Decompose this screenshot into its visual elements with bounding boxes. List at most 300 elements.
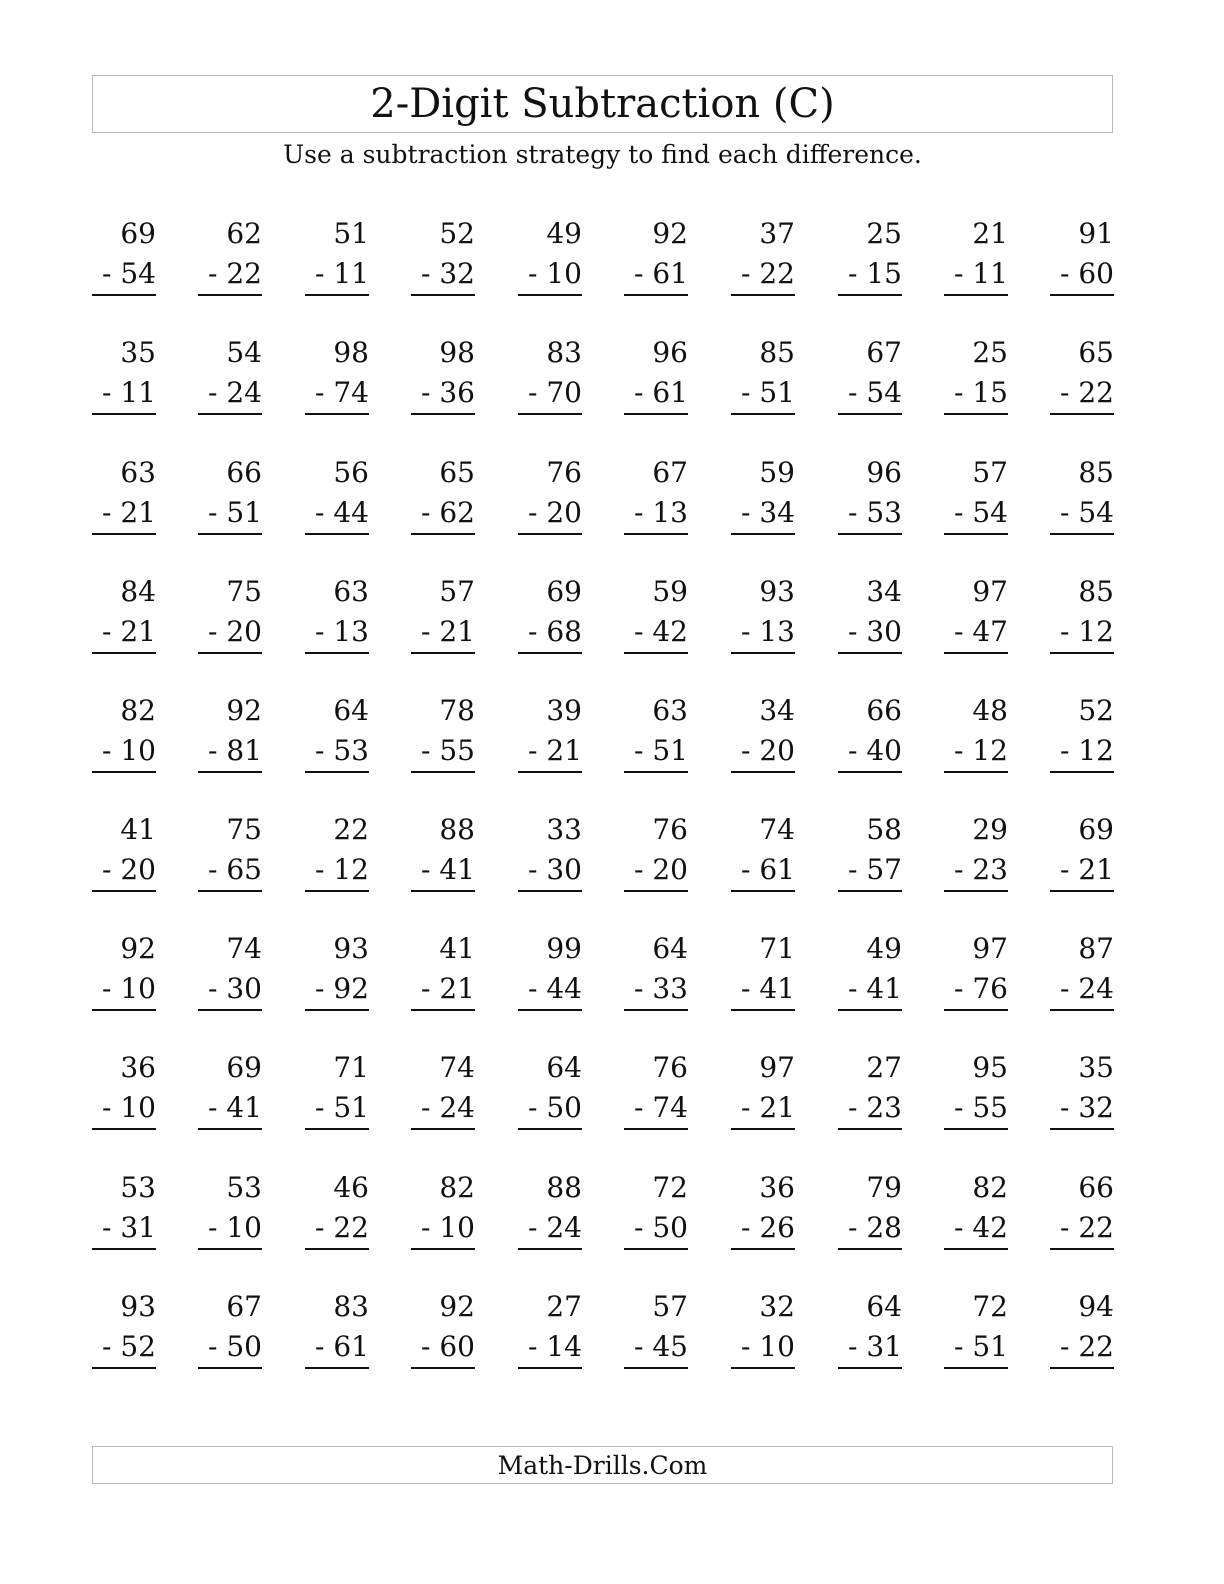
subtrahend: - 30 [528, 853, 582, 886]
subtrahend: - 62 [421, 496, 475, 529]
minuend: 74 [439, 1051, 475, 1084]
answer-line [411, 1128, 475, 1130]
subtrahend: - 21 [528, 734, 582, 767]
subtraction-problem [198, 813, 262, 896]
subtrahend: - 23 [954, 853, 1008, 886]
answer-line [1050, 294, 1114, 296]
minuend: 65 [439, 456, 475, 489]
answer-line [518, 294, 582, 296]
subtrahend: - 10 [102, 734, 156, 767]
subtrahend: - 92 [315, 972, 369, 1005]
answer-line [731, 771, 795, 773]
answer-line [198, 413, 262, 415]
subtrahend: - 32 [421, 257, 475, 290]
subtraction-problem [1050, 456, 1114, 539]
minuend: 97 [972, 575, 1008, 608]
minuend: 74 [759, 813, 795, 846]
answer-line [305, 1128, 369, 1130]
minuend: 62 [226, 217, 262, 250]
subtraction-problem [92, 694, 156, 777]
answer-line [838, 1128, 902, 1130]
subtraction-problem [305, 813, 369, 896]
subtrahend: - 24 [208, 376, 262, 409]
subtrahend: - 53 [848, 496, 902, 529]
answer-line [305, 771, 369, 773]
answer-line [838, 1248, 902, 1250]
minuend: 63 [333, 575, 369, 608]
minuend: 49 [546, 217, 582, 250]
minuend: 57 [972, 456, 1008, 489]
subtraction-problem [411, 1051, 475, 1134]
subtrahend: - 21 [102, 615, 156, 648]
subtraction-problem [198, 932, 262, 1015]
subtrahend: - 30 [848, 615, 902, 648]
minuend: 95 [972, 1051, 1008, 1084]
answer-line [411, 1367, 475, 1369]
answer-line [944, 771, 1008, 773]
subtraction-problem [305, 694, 369, 777]
subtrahend: - 22 [315, 1211, 369, 1244]
minuend: 72 [652, 1171, 688, 1204]
answer-line [944, 413, 1008, 415]
minuend: 87 [1078, 932, 1114, 965]
subtraction-problem [731, 1051, 795, 1134]
minuend: 92 [439, 1290, 475, 1323]
subtrahend: - 11 [954, 257, 1008, 290]
answer-line [624, 771, 688, 773]
subtraction-problem [838, 813, 902, 896]
answer-line [305, 533, 369, 535]
subtrahend: - 22 [741, 257, 795, 290]
minuend: 41 [120, 813, 156, 846]
answer-line [92, 1367, 156, 1369]
subtraction-problem [518, 813, 582, 896]
subtraction-problem [198, 1171, 262, 1254]
subtraction-problem [92, 217, 156, 300]
subtraction-problem [1050, 813, 1114, 896]
subtrahend: - 55 [421, 734, 475, 767]
answer-line [92, 1128, 156, 1130]
subtrahend: - 34 [741, 496, 795, 529]
subtrahend: - 14 [528, 1330, 582, 1363]
minuend: 36 [759, 1171, 795, 1204]
minuend: 21 [972, 217, 1008, 250]
subtraction-problem [411, 456, 475, 539]
subtraction-problem [731, 456, 795, 539]
subtraction-problem [92, 575, 156, 658]
subtrahend: - 61 [634, 376, 688, 409]
subtrahend: - 22 [1060, 1211, 1114, 1244]
minuend: 57 [439, 575, 475, 608]
subtraction-problem [518, 336, 582, 419]
answer-line [731, 890, 795, 892]
subtrahend: - 50 [634, 1211, 688, 1244]
answer-line [305, 890, 369, 892]
minuend: 83 [333, 1290, 369, 1323]
minuend: 64 [546, 1051, 582, 1084]
answer-line [411, 533, 475, 535]
answer-line [838, 294, 902, 296]
minuend: 53 [226, 1171, 262, 1204]
subtraction-problem [624, 1171, 688, 1254]
subtrahend: - 21 [421, 972, 475, 1005]
answer-line [944, 1009, 1008, 1011]
minuend: 27 [866, 1051, 902, 1084]
subtrahend: - 50 [528, 1091, 582, 1124]
subtrahend: - 28 [848, 1211, 902, 1244]
subtrahend: - 10 [208, 1211, 262, 1244]
subtrahend: - 57 [848, 853, 902, 886]
answer-line [944, 1128, 1008, 1130]
subtrahend: - 10 [528, 257, 582, 290]
subtraction-problem [518, 694, 582, 777]
subtrahend: - 51 [741, 376, 795, 409]
subtraction-problem [305, 456, 369, 539]
minuend: 93 [759, 575, 795, 608]
subtraction-problem [305, 932, 369, 1015]
subtrahend: - 36 [421, 376, 475, 409]
minuend: 69 [226, 1051, 262, 1084]
minuend: 34 [866, 575, 902, 608]
subtrahend: - 41 [848, 972, 902, 1005]
answer-line [305, 1248, 369, 1250]
answer-line [1050, 1009, 1114, 1011]
minuend: 76 [546, 456, 582, 489]
subtraction-problem [305, 1171, 369, 1254]
subtrahend: - 51 [634, 734, 688, 767]
answer-line [624, 1128, 688, 1130]
answer-line [518, 771, 582, 773]
subtraction-problem [838, 694, 902, 777]
subtrahend: - 20 [741, 734, 795, 767]
answer-line [838, 890, 902, 892]
subtraction-problem [624, 932, 688, 1015]
subtrahend: - 20 [634, 853, 688, 886]
subtrahend: - 10 [102, 1091, 156, 1124]
subtrahend: - 22 [208, 257, 262, 290]
answer-line [198, 533, 262, 535]
minuend: 36 [120, 1051, 156, 1084]
answer-line [198, 652, 262, 654]
subtraction-problem [624, 813, 688, 896]
subtrahend: - 54 [954, 496, 1008, 529]
subtrahend: - 13 [741, 615, 795, 648]
subtraction-problem [731, 932, 795, 1015]
answer-line [1050, 413, 1114, 415]
minuend: 98 [333, 336, 369, 369]
answer-line [1050, 652, 1114, 654]
footer-box [92, 1446, 1113, 1484]
subtrahend: - 42 [954, 1211, 1008, 1244]
subtrahend: - 10 [102, 972, 156, 1005]
minuend: 49 [866, 932, 902, 965]
minuend: 71 [333, 1051, 369, 1084]
answer-line [92, 652, 156, 654]
subtrahend: - 21 [1060, 853, 1114, 886]
answer-line [838, 533, 902, 535]
answer-line [731, 533, 795, 535]
answer-line [1050, 533, 1114, 535]
subtraction-problem [1050, 694, 1114, 777]
minuend: 35 [120, 336, 156, 369]
minuend: 92 [226, 694, 262, 727]
subtrahend: - 12 [315, 853, 369, 886]
subtraction-problem [411, 813, 475, 896]
answer-line [944, 1367, 1008, 1369]
minuend: 33 [546, 813, 582, 846]
answer-line [92, 771, 156, 773]
subtraction-problem [1050, 336, 1114, 419]
minuend: 97 [759, 1051, 795, 1084]
minuend: 85 [1078, 456, 1114, 489]
answer-line [518, 1128, 582, 1130]
answer-line [1050, 771, 1114, 773]
minuend: 54 [226, 336, 262, 369]
minuend: 74 [226, 932, 262, 965]
minuend: 52 [1078, 694, 1114, 727]
subtraction-problem [944, 932, 1008, 1015]
answer-line [731, 1128, 795, 1130]
instructions: Use a subtraction strategy to find each difference. [283, 140, 922, 169]
subtraction-problem [944, 456, 1008, 539]
answer-line [518, 533, 582, 535]
minuend: 76 [652, 813, 688, 846]
minuend: 72 [972, 1290, 1008, 1323]
subtraction-problem [624, 1051, 688, 1134]
subtraction-problem [1050, 932, 1114, 1015]
minuend: 57 [652, 1290, 688, 1323]
answer-line [411, 294, 475, 296]
answer-line [731, 1248, 795, 1250]
minuend: 78 [439, 694, 475, 727]
subtraction-problem [1050, 217, 1114, 300]
subtraction-problem [838, 336, 902, 419]
subtraction-problem [305, 1290, 369, 1373]
subtrahend: - 32 [1060, 1091, 1114, 1124]
answer-line [838, 413, 902, 415]
subtrahend: - 53 [315, 734, 369, 767]
subtrahend: - 24 [528, 1211, 582, 1244]
answer-line [198, 294, 262, 296]
subtraction-problem [518, 217, 582, 300]
subtrahend: - 21 [741, 1091, 795, 1124]
minuend: 63 [652, 694, 688, 727]
subtrahend: - 68 [528, 615, 582, 648]
subtraction-problem [624, 336, 688, 419]
answer-line [624, 1367, 688, 1369]
minuend: 67 [866, 336, 902, 369]
minuend: 75 [226, 575, 262, 608]
subtrahend: - 81 [208, 734, 262, 767]
subtraction-problem [92, 456, 156, 539]
answer-line [624, 652, 688, 654]
subtrahend: - 51 [208, 496, 262, 529]
minuend: 82 [439, 1171, 475, 1204]
minuend: 65 [1078, 336, 1114, 369]
minuend: 92 [652, 217, 688, 250]
answer-line [305, 1367, 369, 1369]
minuend: 51 [333, 217, 369, 250]
answer-line [1050, 1128, 1114, 1130]
subtraction-problem [944, 336, 1008, 419]
answer-line [518, 890, 582, 892]
subtraction-problem [198, 1290, 262, 1373]
minuend: 53 [120, 1171, 156, 1204]
subtraction-problem [198, 1051, 262, 1134]
minuend: 96 [652, 336, 688, 369]
answer-line [411, 1009, 475, 1011]
minuend: 66 [866, 694, 902, 727]
subtraction-problem [731, 336, 795, 419]
subtrahend: - 11 [102, 376, 156, 409]
subtraction-problem [411, 1290, 475, 1373]
answer-line [518, 1248, 582, 1250]
minuend: 84 [120, 575, 156, 608]
answer-line [518, 1367, 582, 1369]
answer-line [944, 890, 1008, 892]
answer-line [198, 890, 262, 892]
subtrahend: - 13 [315, 615, 369, 648]
answer-line [198, 771, 262, 773]
subtrahend: - 44 [315, 496, 369, 529]
subtraction-problem [411, 575, 475, 658]
subtrahend: - 15 [954, 376, 1008, 409]
answer-line [944, 1248, 1008, 1250]
subtrahend: - 10 [421, 1211, 475, 1244]
minuend: 67 [652, 456, 688, 489]
answer-line [624, 1248, 688, 1250]
subtrahend: - 12 [1060, 734, 1114, 767]
subtraction-problem [944, 1171, 1008, 1254]
minuend: 63 [120, 456, 156, 489]
subtraction-problem [944, 1290, 1008, 1373]
subtraction-problem [411, 1171, 475, 1254]
subtrahend: - 60 [1060, 257, 1114, 290]
subtraction-problem [838, 575, 902, 658]
answer-line [838, 652, 902, 654]
minuend: 66 [1078, 1171, 1114, 1204]
answer-line [411, 1248, 475, 1250]
subtraction-problem [92, 932, 156, 1015]
subtrahend: - 26 [741, 1211, 795, 1244]
subtraction-problem [944, 1051, 1008, 1134]
footer-text: Math-Drills.Com [497, 1450, 708, 1480]
minuend: 32 [759, 1290, 795, 1323]
subtrahend: - 20 [102, 853, 156, 886]
subtrahend: - 54 [102, 257, 156, 290]
subtraction-problem [838, 456, 902, 539]
minuend: 99 [546, 932, 582, 965]
page-title: 2-Digit Subtraction (C) [370, 81, 835, 127]
subtraction-problem [198, 336, 262, 419]
subtrahend: - 55 [954, 1091, 1008, 1124]
subtraction-problem [624, 694, 688, 777]
answer-line [92, 294, 156, 296]
minuend: 82 [972, 1171, 1008, 1204]
minuend: 64 [333, 694, 369, 727]
subtraction-problem [305, 336, 369, 419]
subtraction-problem [624, 217, 688, 300]
subtraction-problem [1050, 1290, 1114, 1373]
minuend: 92 [120, 932, 156, 965]
subtrahend: - 42 [634, 615, 688, 648]
subtraction-problem [731, 694, 795, 777]
minuend: 69 [1078, 813, 1114, 846]
subtrahend: - 61 [741, 853, 795, 886]
subtraction-problem [838, 932, 902, 1015]
subtraction-problem [305, 1051, 369, 1134]
minuend: 75 [226, 813, 262, 846]
minuend: 93 [333, 932, 369, 965]
subtrahend: - 60 [421, 1330, 475, 1363]
subtraction-problem [92, 336, 156, 419]
answer-line [518, 652, 582, 654]
answer-line [411, 771, 475, 773]
minuend: 52 [439, 217, 475, 250]
subtrahend: - 51 [954, 1330, 1008, 1363]
minuend: 88 [546, 1171, 582, 1204]
answer-line [411, 652, 475, 654]
subtrahend: - 20 [208, 615, 262, 648]
answer-line [1050, 1248, 1114, 1250]
answer-line [305, 413, 369, 415]
minuend: 94 [1078, 1290, 1114, 1323]
answer-line [1050, 1367, 1114, 1369]
answer-line [944, 294, 1008, 296]
minuend: 93 [120, 1290, 156, 1323]
subtraction-problem [198, 575, 262, 658]
answer-line [838, 1009, 902, 1011]
minuend: 59 [759, 456, 795, 489]
subtrahend: - 11 [315, 257, 369, 290]
subtrahend: - 20 [528, 496, 582, 529]
subtraction-problem [731, 1290, 795, 1373]
subtraction-problem [411, 932, 475, 1015]
minuend: 69 [546, 575, 582, 608]
subtraction-problem [731, 1171, 795, 1254]
minuend: 98 [439, 336, 475, 369]
subtrahend: - 12 [1060, 615, 1114, 648]
subtraction-problem [198, 217, 262, 300]
answer-line [305, 1009, 369, 1011]
subtraction-problem [411, 694, 475, 777]
subtraction-problem [198, 694, 262, 777]
subtraction-problem [518, 1171, 582, 1254]
subtrahend: - 12 [954, 734, 1008, 767]
subtraction-problem [838, 217, 902, 300]
minuend: 79 [866, 1171, 902, 1204]
minuend: 35 [1078, 1051, 1114, 1084]
answer-line [198, 1248, 262, 1250]
minuend: 59 [652, 575, 688, 608]
minuend: 67 [226, 1290, 262, 1323]
answer-line [1050, 890, 1114, 892]
subtraction-problem [518, 1051, 582, 1134]
answer-line [198, 1009, 262, 1011]
subtrahend: - 52 [102, 1330, 156, 1363]
subtrahend: - 61 [634, 257, 688, 290]
subtrahend: - 41 [208, 1091, 262, 1124]
minuend: 48 [972, 694, 1008, 727]
minuend: 46 [333, 1171, 369, 1204]
subtraction-problem [731, 575, 795, 658]
minuend: 22 [333, 813, 369, 846]
minuend: 85 [759, 336, 795, 369]
subtrahend: - 31 [102, 1211, 156, 1244]
answer-line [944, 652, 1008, 654]
subtraction-problem [198, 456, 262, 539]
minuend: 37 [759, 217, 795, 250]
